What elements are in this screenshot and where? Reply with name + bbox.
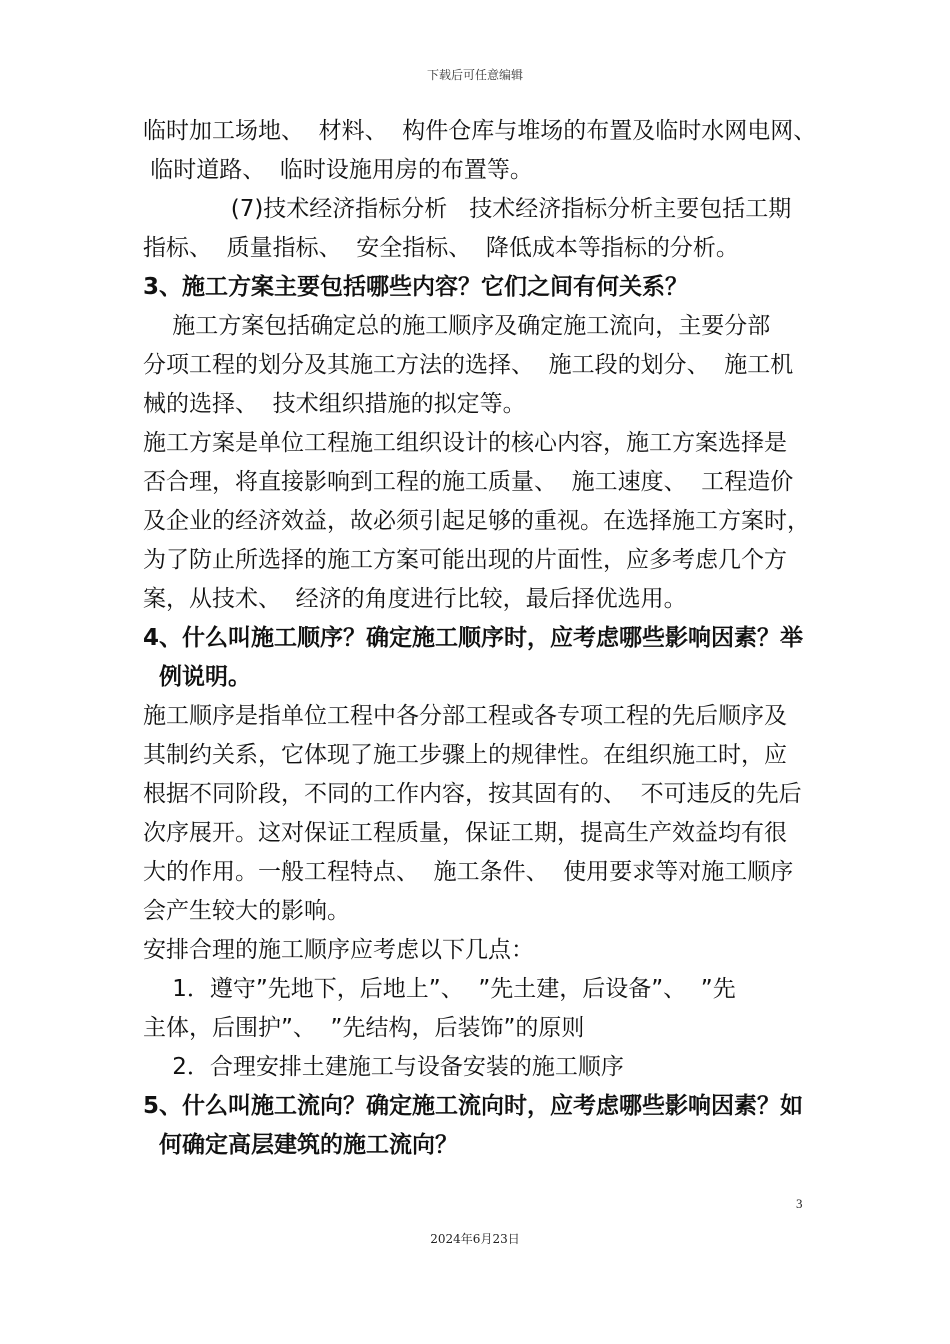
question-5-heading-cont: 何确定高层建筑的施工流向？: [143, 1132, 459, 1158]
body-line: 临时加工场地、 材料、 构件仓库与堆场的布置及临时水网电网、: [143, 118, 817, 144]
body-line: 及企业的经济效益，故必须引起足够的重视。在选择施工方案时，: [143, 508, 810, 534]
question-4-heading-cont: 例说明。: [143, 664, 252, 690]
body-line: 施工方案是单位工程施工组织设计的核心内容，施工方案选择是: [143, 430, 787, 456]
body-line: 施工方案包括确定总的施工顺序及确定施工流向，主要分部: [143, 313, 771, 339]
body-line: 为了防止所选择的施工方案可能出现的片面性，应多考虑几个方: [143, 547, 787, 573]
body-line: 械的选择、 技术组织措施的拟定等。: [143, 391, 526, 417]
question-5-heading: 5、什么叫施工流向？确定施工流向时，应考虑哪些影响因素？如: [143, 1093, 804, 1119]
body-line: 案，从技术、 经济的角度进行比较，最后择优选用。: [143, 586, 687, 612]
page-header: 下载后可任意编辑: [426, 68, 523, 82]
body-line: 根据不同阶段，不同的工作内容，按其固有的、 不可违反的先后: [143, 781, 802, 807]
question-4-heading: 4、什么叫施工顺序？确定施工顺序时，应考虑哪些影响因素？举: [143, 625, 804, 651]
question-3-heading: 3、施工方案主要包括哪些内容？它们之间有何关系？: [143, 274, 689, 300]
list-item-1-cont: 主体，后围护”、 ”先结构，后装饰”的原则: [143, 1015, 585, 1041]
body-line: 否合理，将直接影响到工程的施工质量、 施工速度、 工程造价: [143, 469, 794, 495]
body-line: 次序展开。这对保证工程质量，保证工期，提高生产效益均有很: [143, 820, 787, 846]
list-item-2: 2．合理安排土建施工与设备安装的施工顺序: [143, 1054, 624, 1080]
page-number: 3: [796, 1196, 803, 1211]
body-line: 会产生较大的影响。: [143, 898, 350, 924]
footer-date: 2024年6月23日: [430, 1232, 520, 1246]
body-line: 临时道路、 临时设施用房的布置等。: [143, 157, 533, 183]
body-line: 指标、 质量指标、 安全指标、 降低成本等指标的分析。: [143, 235, 739, 261]
body-line: 分项工程的划分及其施工方法的选择、 施工段的划分、 施工机: [143, 352, 794, 378]
body-line: 安排合理的施工顺序应考虑以下几点：: [143, 937, 534, 963]
body-line: 其制约关系，它体现了施工步骤上的规律性。在组织施工时，应: [143, 742, 787, 768]
body-line: (7)技术经济指标分析 技术经济指标分析主要包括工期: [143, 196, 792, 222]
list-item-1: 1．遵守”先地下，后地上”、 ”先土建，后设备”、 ”先: [143, 976, 736, 1002]
body-line: 大的作用。一般工程特点、 施工条件、 使用要求等对施工顺序: [143, 859, 794, 885]
body-line: 施工顺序是指单位工程中各分部工程或各专项工程的先后顺序及: [143, 703, 787, 729]
document-body: [143, 112, 823, 1165]
